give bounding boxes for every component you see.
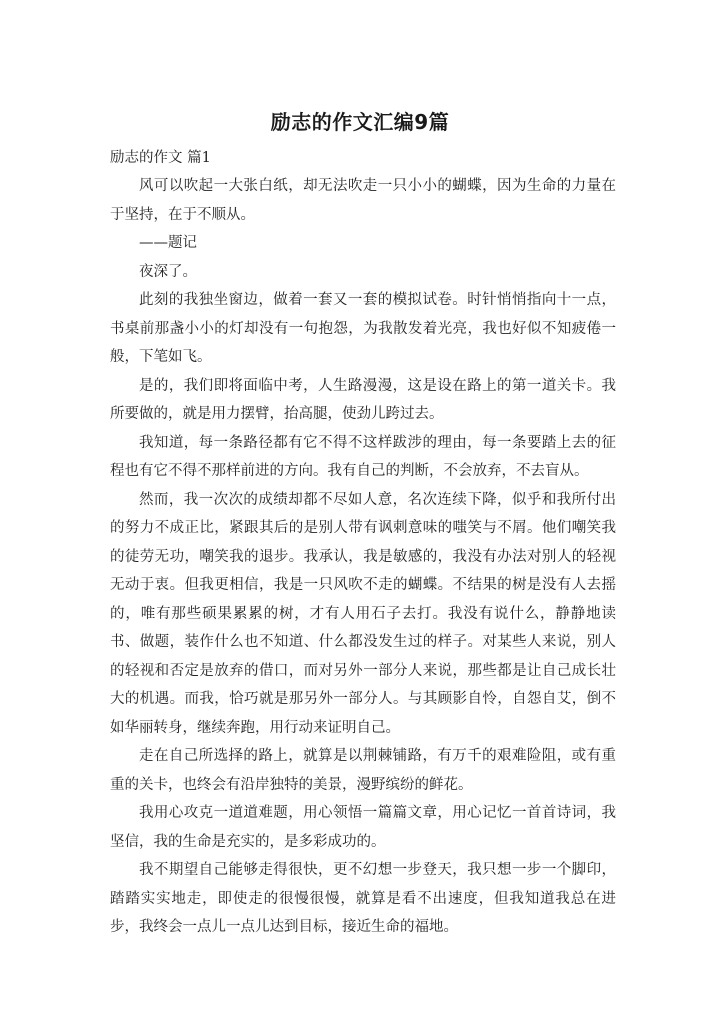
paragraph: ——题记	[139, 235, 197, 251]
document-title: 励志的作文汇编9篇	[270, 110, 450, 134]
paragraph: 走在自己所选择的路上，就算是以荆棘铺路，有万千的艰难险阻，或有重重的关卡，也终会有沿岸独特的美景，漫野缤纷的鲜花。	[110, 748, 616, 793]
paragraph: 夜深了。	[139, 263, 197, 280]
document-body	[110, 172, 616, 942]
paragraph: 风可以吹起一大张白纸，却无法吹走一只小小的蝴蝶，因为生命的力量在于坚持，在于不顺从。	[110, 178, 616, 223]
paragraph: 我不期望自己能够走得很快，更不幻想一步登天，我只想一步一个脚印，踏踏实实地走，即使走的很慢很慢，就算是看不出速度，但我知道我总在进步，我终会一点儿一点儿达到目标，接近生命的福地。	[110, 862, 616, 935]
paragraph: 我知道，每一条路径都有它不得不这样跋涉的理由，每一条要踏上去的征程也有它不得不那样前进的方向。我有自己的判断，不会放弃，不去盲从。	[110, 434, 616, 479]
section-heading: 励志的作文 篇1	[110, 150, 211, 166]
paragraph: 此刻的我独坐窗边，做着一套又一套的模拟试卷。时针悄悄指向十一点，书桌前那盏小小的灯却没有一句抱怨，为我散发着光亮，我也好似不知疲倦一般，下笔如飞。	[110, 292, 616, 365]
paragraph: 然而，我一次次的成绩却都不尽如人意，名次连续下降，似乎和我所付出的努力不成正比，紧跟其后的是别人带有讽刺意味的嗤笑与不屑。他们嘲笑我的徒劳无功，嘲笑我的退步。我承认，我是敏感的，我没有办法对别人的轻视无动于衷。但我更相信，我是一只风吹不走的蝴蝶。不结果的树是没有人去摇的，唯有那些硕果累累的树，才有人用石子去打。我没有说什么，静静地读书、做题，装作什么也不知道、什么都没发生过的样子。对某些人来说，别人的轻视和否定是放弃的借口，而对另外一部分人来说，那些都是让自己成长壮大的机遇。而我，恰巧就是那另外一部分人。与其顾影自怜，自怨自艾，倒不如华丽转身，继续奔跑，用行动来证明自己。	[110, 491, 616, 736]
paragraph: 是的，我们即将面临中考，人生路漫漫，这是设在路上的第一道关卡。我所要做的，就是用力摆臂，抬高腿，使劲儿跨过去。	[110, 377, 616, 422]
paragraph: 我用心攻克一道道难题，用心领悟一篇篇文章，用心记忆一首首诗词，我坚信，我的生命是充实的，是多彩成功的。	[110, 805, 616, 850]
